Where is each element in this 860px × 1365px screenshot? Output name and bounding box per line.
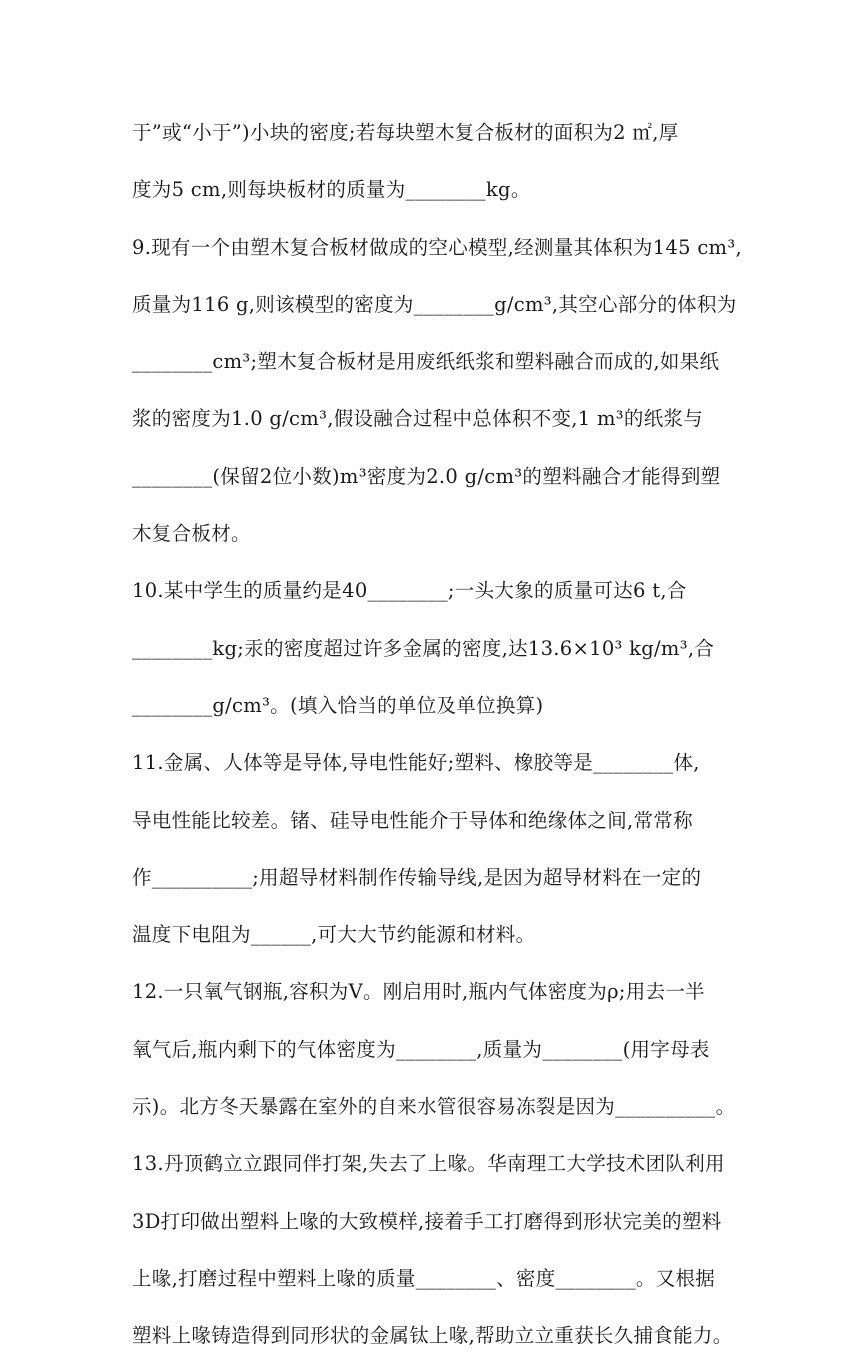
text-line: ________kg;汞的密度超过许多金属的密度,达13.6×10³ kg/m³,合 (132, 636, 715, 660)
text-line: 浆的密度为1.0 g/cm³,假设融合过程中总体积不变,1 m³的纸浆与 (132, 407, 704, 431)
text-line: 10.某中学生的质量约是40________;一头大象的质量可达6 t,合 (132, 579, 687, 603)
text-line: 度为5 cm,则每块板材的质量为________kg。 (132, 178, 531, 202)
text-line: 上喙,打磨过程中塑料上喙的质量________、密度________。又根据 (132, 1266, 716, 1290)
text-line: 导电性能比较差。锗、硅导电性能介于导体和绝缘体之间,常常称 (132, 808, 693, 832)
text-line: 温度下电阻为______,可大大节约能源和材料。 (132, 923, 536, 947)
text-line: 12.一只氧气钢瓶,容积为V。刚启用时,瓶内气体密度为ρ;用去一半 (132, 980, 705, 1004)
text-line: ________cm³;塑木复合板材是用废纸纸浆和塑料融合而成的,如果纸 (132, 350, 720, 374)
text-line: 3D打印做出塑料上喙的大致模样,接着手工打磨得到形状完美的塑料 (132, 1209, 722, 1233)
text-line: 塑料上喙铸造得到同形状的金属钛上喙,帮助立立重获长久捕食能力。 (132, 1324, 733, 1348)
text-line: 木复合板材。 (132, 522, 251, 546)
text-line: 氧气后,瓶内剩下的气体密度为________,质量为________(用字母表 (132, 1037, 710, 1061)
question-text (132, 104, 772, 1365)
text-line: ________(保留2位小数)m³密度为2.0 g/cm³的塑料融合才能得到塑 (132, 464, 721, 488)
text-line: 11.金属、人体等是导体,导电性能好;塑料、橡胶等是________体, (132, 751, 700, 775)
text-line: 作__________;用超导材料制作传输导线,是因为超导材料在一定的 (132, 865, 702, 889)
text-line: ________g/cm³。(填入恰当的单位及单位换算) (132, 693, 544, 717)
text-line: 于”或“小于”)小块的密度;若每块塑木复合板材的面积为2 ㎡,厚 (132, 121, 679, 144)
text-line: 13.丹顶鹤立立跟同伴打架,失去了上喙。华南理工大学技术团队利用 (132, 1152, 725, 1176)
text-line: 9.现有一个由塑木复合板材做成的空心模型,经测量其体积为145 cm³, (132, 235, 742, 259)
text-line: 示)。北方冬天暴露在室外的自来水管很容易冻裂是因为__________。 (132, 1095, 736, 1119)
text-line: 质量为116 g,则该模型的密度为________g/cm³,其空心部分的体积为 (132, 292, 737, 316)
